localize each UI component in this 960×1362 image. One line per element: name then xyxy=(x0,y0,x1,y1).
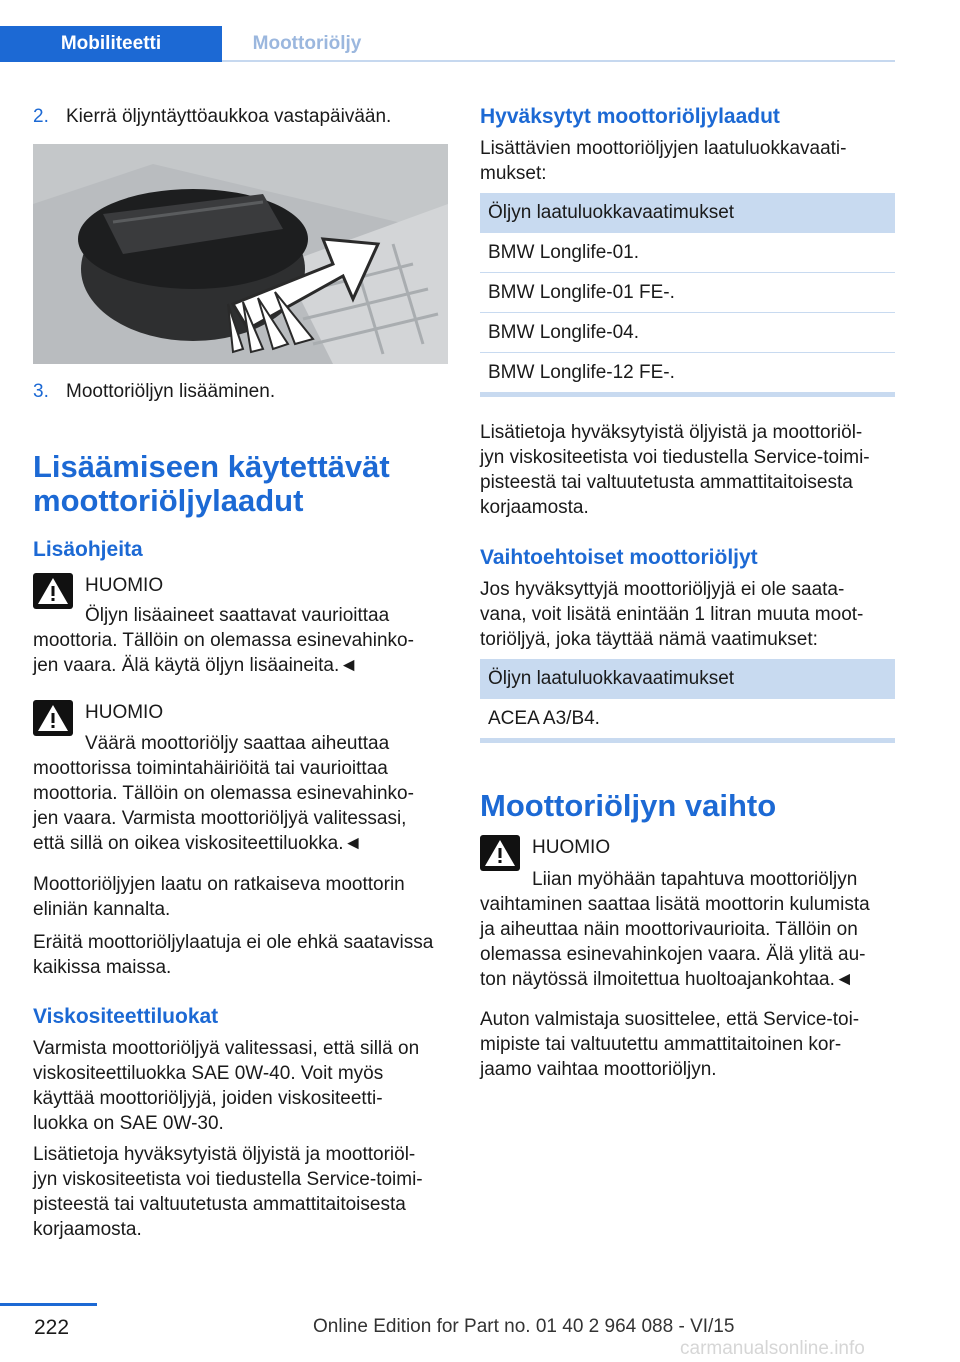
text-line: pisteestä tai valtuutetusta ammattitaitoisesta xyxy=(33,1194,406,1215)
tab-mobiliteetti[interactable]: Mobiliteetti xyxy=(0,26,222,62)
warning-text-line: vaihtaminen saattaa lisätä moottorin kulumista xyxy=(480,894,870,915)
edition-label: Online Edition for Part no. 01 40 2 964 088 - VI/15 xyxy=(313,1316,735,1337)
text-line: luokka on SAE 0W-30. xyxy=(33,1113,224,1134)
warning-title: HUOMIO xyxy=(85,575,164,596)
table-row xyxy=(480,699,895,738)
paragraph xyxy=(480,420,895,520)
paragraph xyxy=(33,1036,448,1136)
header-divider xyxy=(222,60,895,62)
table-bottom-rule xyxy=(480,392,895,397)
oil-cap-illustration xyxy=(33,144,448,364)
oil-spec-table xyxy=(480,193,895,392)
subheading-hyvaksytyt: Hyväksytyt moottoriöljylaadut xyxy=(480,105,780,128)
paragraph xyxy=(480,1007,895,1082)
text-line: Eräitä moottoriöljylaatuja ei ole ehkä saatavissa xyxy=(33,932,434,953)
text-line: Lisättävien moottoriöljyjen laatuluokkavaati- xyxy=(480,138,847,159)
table-cell: BMW Longlife-12 FE-. xyxy=(488,361,675,383)
warning-text-line: Öljyn lisäaineet saattavat vaurioittaa xyxy=(85,605,390,626)
text-line: eliniän kannalta. xyxy=(33,899,171,920)
warning-2 xyxy=(33,700,448,860)
warning-text-line: moottorissa toimintahäiriöitä tai vaurioittaa xyxy=(33,758,388,779)
page-number: 222 xyxy=(34,1316,70,1339)
text-line: Auton valmistaja suosittelee, että Service-toi- xyxy=(480,1009,860,1030)
text-line: Moottoriöljyjen laatu on ratkaiseva moottorin xyxy=(33,874,405,895)
step-3 xyxy=(33,379,448,404)
paragraph xyxy=(33,930,448,980)
warning-title: HUOMIO xyxy=(532,837,611,858)
table-bottom-rule xyxy=(480,738,895,743)
table-header: Öljyn laatuluokkavaatimukset xyxy=(480,659,895,699)
warning-text-line: että sillä on oikea viskositeettiluokka.◄ xyxy=(33,833,363,854)
subheading-vaihtoehtoiset: Vaihtoehtoiset moottoriöljyt xyxy=(480,546,758,569)
text-line: toriöljyä, joka täyttää nämä vaatimukset: xyxy=(480,629,818,650)
warning-text-line: moottoria. Tällöin on olemassa esinevahinko- xyxy=(33,783,414,804)
warning-title: HUOMIO xyxy=(85,702,164,723)
warning-triangle-icon xyxy=(33,700,73,736)
table-row xyxy=(480,313,895,353)
text-line: Jos hyväksyttyjä moottoriöljyjä ei ole saata- xyxy=(480,579,845,600)
table-cell: BMW Longlife-01 FE-. xyxy=(480,273,895,313)
step-text: Kierrä öljyntäyttöaukkoa vastapäivään. xyxy=(66,106,392,127)
alt-oil-spec-table xyxy=(480,659,895,738)
subheading-viskositeettiluokat: Viskositeettiluokat xyxy=(33,1005,219,1028)
heading-line: Lisäämiseen käytettävät xyxy=(33,449,390,484)
text-line: Lisätietoja hyväksytyistä öljyistä ja moottoriöl- xyxy=(33,1144,416,1165)
paragraph xyxy=(480,136,895,186)
step-text: Moottoriöljyn lisääminen. xyxy=(66,381,276,402)
step-number: 2. xyxy=(33,106,49,127)
paragraph xyxy=(33,1142,448,1242)
step-2 xyxy=(33,104,448,129)
step-number: 3. xyxy=(33,381,49,402)
warning-text-line: ja aiheuttaa näin moottorivaurioita. Tällöin on xyxy=(480,919,858,940)
text-line: Lisätietoja hyväksytyistä öljyistä ja moottoriöl- xyxy=(480,422,863,443)
text-line: viskositeettiluokka SAE 0W-40. Voit myös xyxy=(33,1063,384,1084)
heading-line: moottoriöljylaadut xyxy=(33,483,304,518)
warning-3 xyxy=(480,835,895,995)
paragraph xyxy=(480,577,895,652)
warning-text-line: Väärä moottoriöljy saattaa aiheuttaa xyxy=(85,733,390,754)
table-row xyxy=(480,353,895,393)
warning-1 xyxy=(33,573,448,688)
tab-moottorioljy[interactable]: Moottoriöljy xyxy=(252,33,362,54)
table-cell: BMW Longlife-04. xyxy=(480,313,895,353)
table-header: Öljyn laatuluokkavaatimukset xyxy=(480,193,895,233)
text-line: käyttää moottoriöljyjä, joiden viskositeetti- xyxy=(33,1088,383,1109)
text-line: jyn viskositeetista voi tiedustella Service-toimi- xyxy=(33,1169,423,1190)
warning-text-line: olemassa esinevahinkojen vaara. Älä ylitä au- xyxy=(480,944,866,965)
text-line: jaamo vaihtaa moottoriöljyn. xyxy=(480,1059,717,1080)
subheading-lisaohjeita: Lisäohjeita xyxy=(33,538,143,561)
warning-text-line: moottoria. Tällöin on olemassa esinevahinko- xyxy=(33,630,414,651)
oil-cap-image xyxy=(33,144,448,364)
warning-triangle-icon xyxy=(480,835,520,871)
warning-text-line: jen vaara. Älä käytä öljyn lisäaineita.◄ xyxy=(33,655,359,676)
warning-triangle-icon xyxy=(33,573,73,609)
section-heading: Moottoriöljyn vaihto xyxy=(480,788,777,823)
watermark: carmanualsonline.info xyxy=(680,1338,865,1359)
text-line: korjaamosta. xyxy=(33,1219,142,1240)
warning-text-line: jen vaara. Varmista moottoriöljyä valitessasi, xyxy=(33,808,407,829)
text-line: vana, voit lisätä enintään 1 litran muuta moot- xyxy=(480,604,864,625)
text-line: korjaamosta. xyxy=(480,497,589,518)
footer-rule xyxy=(0,1303,97,1306)
table-row xyxy=(480,273,895,313)
paragraph xyxy=(33,872,448,922)
text-line: mipiste tai valtuutettu ammattitaitoinen kor- xyxy=(480,1034,842,1055)
warning-text-line: Liian myöhään tapahtuva moottoriöljyn xyxy=(532,869,858,890)
text-line: Varmista moottoriöljyä valitessasi, että sillä on xyxy=(33,1038,420,1059)
table-cell: BMW Longlife-01. xyxy=(480,233,895,273)
text-line: pisteestä tai valtuutetusta ammattitaitoisesta xyxy=(480,472,853,493)
text-line: kaikissa maissa. xyxy=(33,957,172,978)
table-cell: ACEA A3/B4. xyxy=(488,707,600,729)
text-line: jyn viskositeetista voi tiedustella Service-toimi- xyxy=(480,447,870,468)
text-line: mukset: xyxy=(480,163,547,184)
table-row xyxy=(480,233,895,273)
warning-text-line: ton näytössä ilmoitettua huoltoajankohtaa.◄ xyxy=(480,969,854,990)
section-heading xyxy=(33,450,448,518)
